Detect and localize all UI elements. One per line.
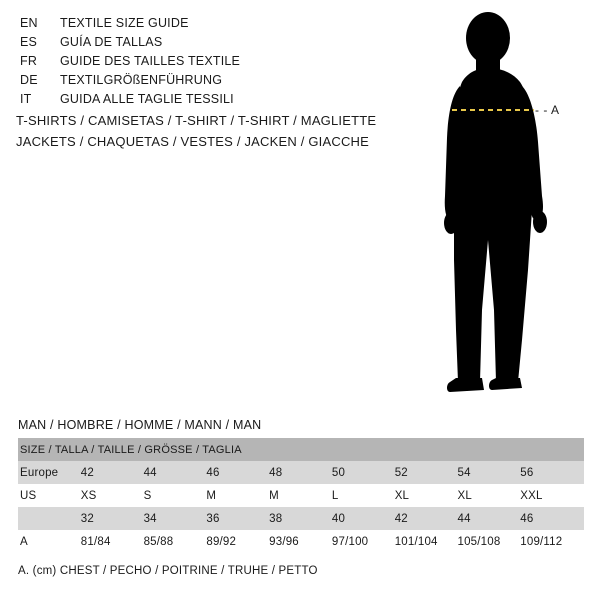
language-title: GUÍA DE TALLAS [60,35,163,49]
language-row [20,90,400,109]
table-cell: 54 [457,461,520,484]
table-cell: 44 [144,461,207,484]
table-cell: M [206,484,269,507]
table-cell: M [269,484,332,507]
table-footnote: A. (cm) CHEST / PECHO / POITRINE / TRUHE / PETTO [18,565,318,577]
table-cell: 93/96 [269,530,332,553]
language-code: EN [20,16,38,30]
table-cell: 85/88 [144,530,207,553]
table-cell: 40 [332,507,395,530]
table-cell: XS [81,484,144,507]
table-cell: 42 [81,461,144,484]
table-section-title: MAN / HOMBRE / HOMME / MANN / MAN [18,418,262,432]
language-row [20,52,400,71]
table-cell: XXL [520,484,584,507]
language-title-block [20,14,400,109]
table-cell: 56 [520,461,584,484]
table-cell: 44 [457,507,520,530]
table-cell: 46 [206,461,269,484]
category-line-jackets: JACKETS / CHAQUETAS / VESTES / JACKEN / GIACCHE [16,134,370,149]
table-cell: XL [395,484,458,507]
language-code: DE [20,73,38,87]
row-label: US [18,484,81,507]
table-cell: 32 [81,507,144,530]
category-line-tshirts: T-SHIRTS / CAMISETAS / T-SHIRT / T-SHIRT / MAGLIETTE [16,113,377,128]
table-cell: 52 [395,461,458,484]
language-code: FR [20,54,38,68]
language-title: TEXTILGRÖßENFÜHRUNG [60,73,223,87]
table-cell: 97/100 [332,530,395,553]
language-row [20,71,400,90]
table-header-label: SIZE / TALLA / TAILLE / GRÖSSE / TAGLIA [18,438,584,461]
table-row [18,484,584,507]
measure-label-a [535,103,560,117]
table-cell: 48 [269,461,332,484]
table-row [18,507,584,530]
language-row [20,33,400,52]
category-block [16,110,416,152]
table-cell: 42 [395,507,458,530]
table-cell: 50 [332,461,395,484]
body-silhouette-figure [410,10,600,400]
row-label: Europe [18,461,81,484]
row-label [18,507,81,530]
table-cell: S [144,484,207,507]
table-cell: 89/92 [206,530,269,553]
table-cell: 34 [144,507,207,530]
table-cell: XL [457,484,520,507]
table-cell: 81/84 [81,530,144,553]
row-label: A [18,530,81,553]
language-row [20,14,400,33]
language-code: IT [20,92,32,106]
table-cell: 46 [520,507,584,530]
table-row [18,461,584,484]
language-title: GUIDA ALLE TAGLIE TESSILI [60,92,234,106]
table-cell: 38 [269,507,332,530]
measure-letter: A [551,103,560,117]
measure-dash: - - [535,103,548,117]
table-cell: 101/104 [395,530,458,553]
man-silhouette-icon [410,10,600,400]
language-code: ES [20,35,38,49]
table-header-row [18,438,584,461]
table-cell: 36 [206,507,269,530]
table-cell: L [332,484,395,507]
table-row [18,530,584,553]
language-title: GUIDE DES TAILLES TEXTILE [60,54,241,68]
size-table [18,438,584,553]
language-title: TEXTILE SIZE GUIDE [60,16,189,30]
table-cell: 105/108 [457,530,520,553]
size-table-area [18,418,584,577]
table-cell: 109/112 [520,530,584,553]
